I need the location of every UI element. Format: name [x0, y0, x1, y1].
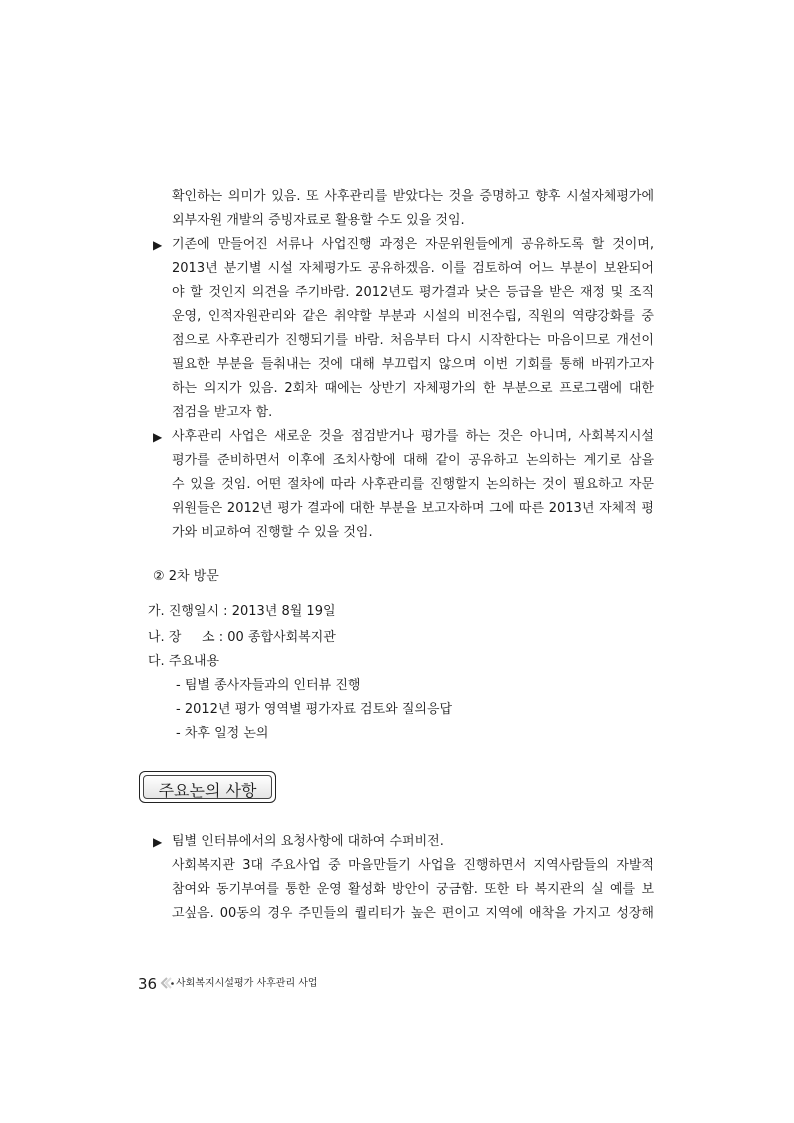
body-text-line: 외부자원 개발의 증빙자료로 활용할 수도 있을 것임.	[172, 213, 465, 228]
body-text-line: 팀별 인터뷰에서의 요청사항에 대하여 수퍼비전.	[172, 834, 444, 849]
body-text-line: 가와 비교하여 진행할 수 있을 것임.	[172, 525, 373, 540]
running-title: 사회복지시설평가 사후관리 사업	[176, 978, 318, 989]
body-text-line: 사후관리 사업은 새로운 것을 점검받거나 평가를 하는 것은 아니며, 사회복지시설	[172, 429, 654, 444]
body-text-line: 점으로 사후관리가 진행되기를 바람. 처음부터 다시 시작한다는 마음이므로 개선이	[172, 333, 654, 348]
list-subitem: - 차후 일정 논의	[176, 726, 269, 741]
list-subitem: - 팀별 종사자들과의 인터뷰 진행	[176, 678, 361, 693]
chevron-left-icon	[158, 975, 174, 995]
bullet-icon: ▶	[153, 430, 163, 444]
body-text-line: 필요한 부분을 들춰내는 것에 대해 부끄럽지 않으며 이번 기회를 통해 바꿔가고자	[172, 357, 654, 372]
body-text-line: 수 있을 것임. 어떤 절차에 따라 사후관리를 진행할지 논의하는 것이 필요하고 자문	[172, 477, 654, 492]
body-text-line: 야 할 것인지 의견을 주기바람. 2012년도 평가결과 낮은 등급을 받은 재정 및 조직	[172, 285, 654, 300]
discussion-heading-label: 주요논의 사항	[158, 781, 257, 800]
discussion-heading-box	[139, 771, 276, 803]
list-item: 가. 진행일시 : 2013년 8월 19일	[148, 604, 336, 619]
body-text-line: 기존에 만들어진 서류나 사업진행 과정은 자문위원들에게 공유하도록 할 것이며,	[172, 237, 654, 252]
list-item: 다. 주요내용	[148, 654, 220, 669]
body-text-line: 고싶음. 00동의 경우 주민들의 퀄리티가 높은 편이고 지역에 애착을 가지고 성장해	[172, 906, 654, 921]
bullet-icon: ▶	[153, 238, 163, 252]
body-text-line: 2013년 분기별 시설 자체평가도 공유하겠음. 이를 검토하여 어느 부분이 보완되어	[172, 261, 654, 276]
page-number: 36	[138, 975, 158, 993]
section-heading: ② 2차 방문	[153, 569, 219, 584]
body-text-line: 확인하는 의미가 있음. 또 사후관리를 받았다는 것을 증명하고 향후 시설자체평가에	[172, 189, 654, 204]
body-text-line: 참여와 동기부여를 통한 운영 활성화 방안이 궁금함. 또한 타 복지관의 실 예를 보	[172, 882, 654, 897]
body-text-line: 위원들은 2012년 평가 결과에 대한 부분을 보고자하며 그에 따른 2013년 자체적 평	[172, 501, 654, 516]
bullet-icon: ▶	[153, 835, 163, 849]
list-subitem: - 2012년 평가 영역별 평가자료 검토와 질의응답	[176, 702, 453, 717]
body-text-line: 점검을 받고자 함.	[172, 405, 273, 420]
body-text-line: 하는 의지가 있음. 2회차 때에는 상반기 자체평가의 한 부분으로 프로그램에 대한	[172, 381, 654, 396]
body-text-line: 사회복지관 3대 주요사업 중 마을만들기 사업을 진행하면서 지역사람들의 자발적	[172, 858, 654, 873]
discussion-heading-inner	[143, 775, 272, 799]
list-item: 나. 장 소 : 00 종합사회복지관	[148, 630, 336, 645]
body-text-line: 운영, 인적자원관리와 같은 취약할 부분과 시설의 비전수립, 직원의 역량강화를 중	[172, 309, 654, 324]
body-text-line: 평가를 준비하면서 이후에 조치사항에 대해 같이 공유하고 논의하는 계기로 삼을	[172, 453, 654, 468]
